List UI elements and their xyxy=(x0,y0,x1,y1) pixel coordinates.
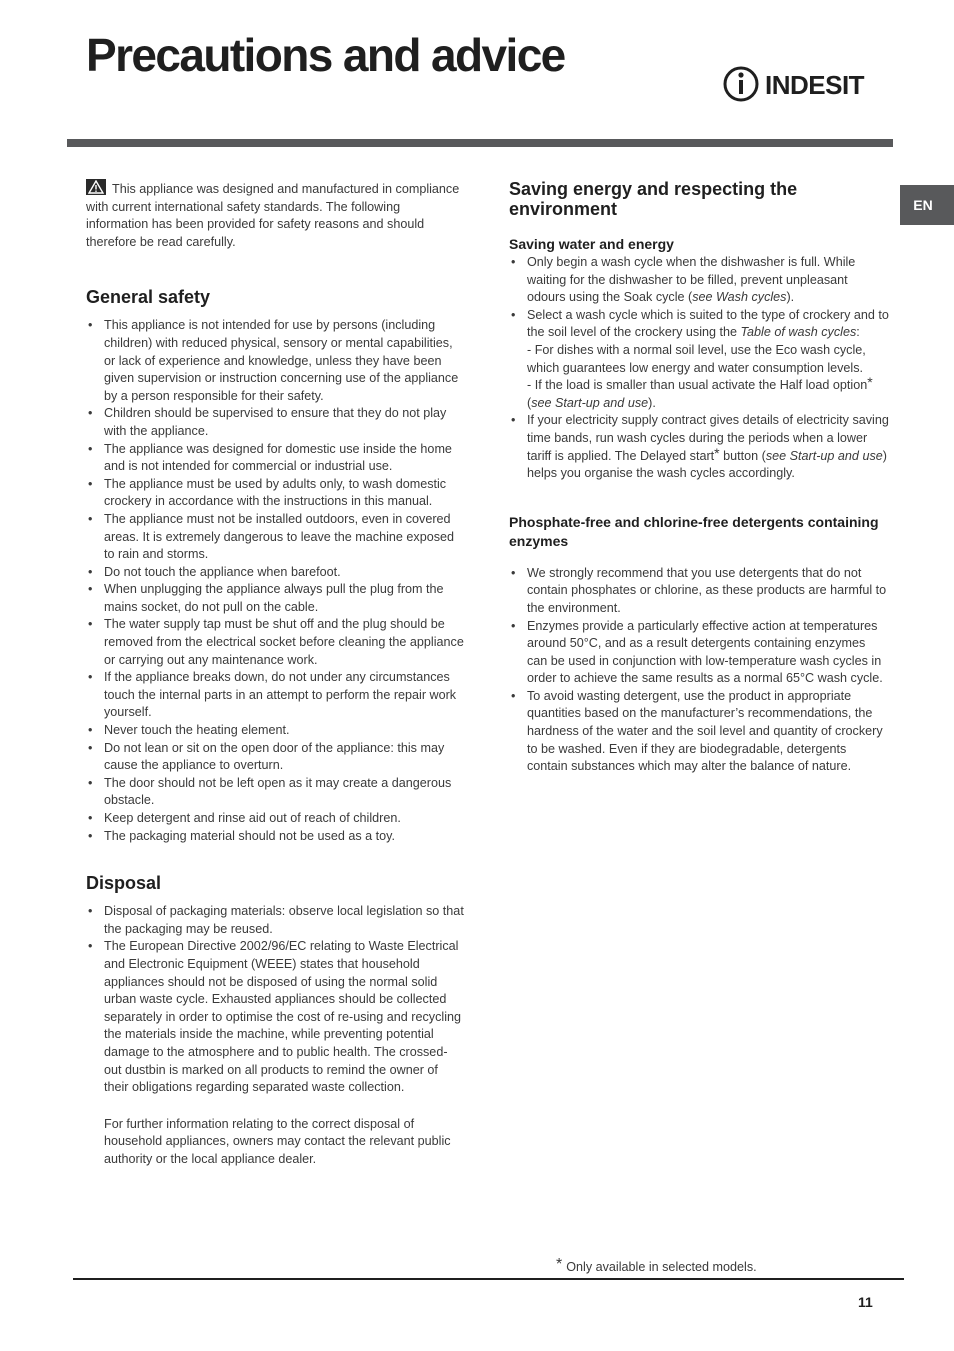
footnote-star: * xyxy=(714,444,720,461)
saving-subheading: Saving water and energy xyxy=(509,236,674,252)
header-rule xyxy=(67,139,893,147)
list-item: • Keep detergent and rinse aid out of reach of children. xyxy=(86,810,464,828)
list-item: • Only begin a wash cycle when the dishwasher is full. While waiting for the dishwasher to be filled, prevent unpleasant odours using the Soak cycle (see Wash cycles). xyxy=(509,254,889,307)
warning-icon xyxy=(86,179,106,195)
list-item: • The European Directive 2002/96/EC relating to Waste Electrical and Electronic Equipment (WEEE) states that household appliances should not be disposed of using the normal solid urban waste cycle. Exhausted appliances should be collected separately in order to optimise the cost of re-using and recycling the materials inside the machine, while preventing potential damage to the atmosphere and to public health. The crossed-out dustbin is marked on all products to remind the owner of their obligations regarding separated waste collection. xyxy=(86,938,464,1096)
brand-logo xyxy=(723,64,878,106)
disposal-list xyxy=(86,903,464,1097)
intro-text: This appliance was designed and manufactured in compliance with current international safety standards. The following information has been provided for safety reasons and should therefore be read carefully. xyxy=(86,182,460,249)
footnote-star: * xyxy=(867,374,873,391)
phosphate-heading: Phosphate-free and chlorine-free detergents containing enzymes xyxy=(509,513,879,549)
phosphate-list xyxy=(509,565,889,776)
footer-rule xyxy=(73,1278,904,1280)
list-item: • The appliance must not be installed outdoors, even in covered areas. It is extremely dangerous to leave the machine exposed to rain and storms. xyxy=(86,511,464,564)
cross-reference: see Wash cycles xyxy=(692,290,787,305)
general-safety-heading: General safety xyxy=(86,287,211,308)
cross-reference: Table of wash cycles xyxy=(740,325,857,340)
list-item: • The appliance must be used by adults only, to wash domestic crockery in accordance with the instructions in this manual. xyxy=(86,476,464,511)
language-tab: EN xyxy=(900,185,954,225)
page-title: Precautions and advice xyxy=(86,29,565,81)
list-item: • Select a wash cycle which is suited to the type of crockery and to the soil level of the crockery using the Table of wash cycles: - For dishes with a normal soil level, use the Eco wash cycle, which guarantees low energy and water consumption levels. - If the load is smaller than usual activate the Half load option* (see Start-up and use). xyxy=(509,307,889,413)
list-item: • This appliance is not intended for use by persons (including children) with reduced physical, sensory or mental capabilities, or lack of experience and knowledge, unless they have been given supervision or instruction concerning use of the appliance by a person responsible for their safety. xyxy=(86,317,464,405)
cross-reference: see Start-up and use xyxy=(765,448,883,463)
cross-reference: see Start-up and use xyxy=(531,395,649,410)
brand-wordmark: INDESIT xyxy=(765,70,865,100)
page-number: 11 xyxy=(858,1294,873,1310)
list-item: • Do not touch the appliance when barefoot. xyxy=(86,564,464,582)
disposal-more-info: For further information relating to the correct disposal of household appliances, owners may contact the relevant public authority or the local appliance dealer. xyxy=(104,1116,451,1166)
left-column xyxy=(86,179,464,1169)
list-item: • Do not lean or sit on the open door of the appliance: this may cause the appliance to overturn. xyxy=(86,740,464,775)
list-item: • If your electricity supply contract gives details of electricity saving time bands, run wash cycles during the periods when a lower tariff is applied. The Delayed start* button (see Start-up and use) helps you organise the wash cycles accordingly. xyxy=(509,412,889,482)
general-safety-list xyxy=(86,317,464,845)
sub-item: - If the load is smaller than usual activate the Half load option* (see Start-up and use). xyxy=(527,374,873,410)
list-item: • The door should not be left open as it may create a dangerous obstacle. xyxy=(86,775,464,810)
list-item: • Never touch the heating element. xyxy=(86,722,464,740)
disposal-heading: Disposal xyxy=(86,873,162,894)
list-item: • To avoid wasting detergent, use the product in appropriate quantities based on the manufacturer’s recommendations, the hardness of the water and the soil level and quantity of crockery to be washed. Even if they are biodegradable, detergents contain substances which may alter the balance of nature. xyxy=(509,688,889,776)
saving-list xyxy=(509,254,889,483)
list-item: • The packaging material should not be used as a toy. xyxy=(86,828,464,846)
footnote-star: * xyxy=(556,1256,563,1273)
saving-heading: Saving energy and respecting the environment xyxy=(509,179,798,219)
sub-item: - For dishes with a normal soil level, use the Eco wash cycle, which guarantees low energy and water consumption levels. xyxy=(527,342,866,375)
list-item: • If the appliance breaks down, do not under any circumstances touch the internal parts in an attempt to perform the repair work yourself. xyxy=(86,669,464,722)
list-item: • Enzymes provide a particularly effective action at temperatures around 50°C, and as a result detergents containing enzymes can be used in conjunction with low-temperature wash cycles in order to achieve the same results as a normal 65°C wash cycle. xyxy=(509,618,889,688)
list-item: • We strongly recommend that you use detergents that do not contain phosphates or chlorine, as these products are harmful to the environment. xyxy=(509,565,889,618)
right-column xyxy=(509,179,889,776)
intro-paragraph xyxy=(86,179,464,251)
list-item: • The appliance was designed for domestic use inside the home and is not intended for commercial or industrial use. xyxy=(86,441,464,476)
list-item: • When unplugging the appliance always pull the plug from the mains socket, do not pull on the cable. xyxy=(86,581,464,616)
footnote-text: Only available in selected models. xyxy=(566,1260,757,1274)
list-item: • The water supply tap must be shut off and the plug should be removed from the electrical socket before cleaning the appliance or carrying out any maintenance work. xyxy=(86,616,464,669)
footnote xyxy=(556,1256,757,1274)
list-item: • Children should be supervised to ensure that they do not play with the appliance. xyxy=(86,405,464,440)
list-item: • Disposal of packaging materials: observe local legislation so that the packaging may be reused. xyxy=(86,903,464,938)
